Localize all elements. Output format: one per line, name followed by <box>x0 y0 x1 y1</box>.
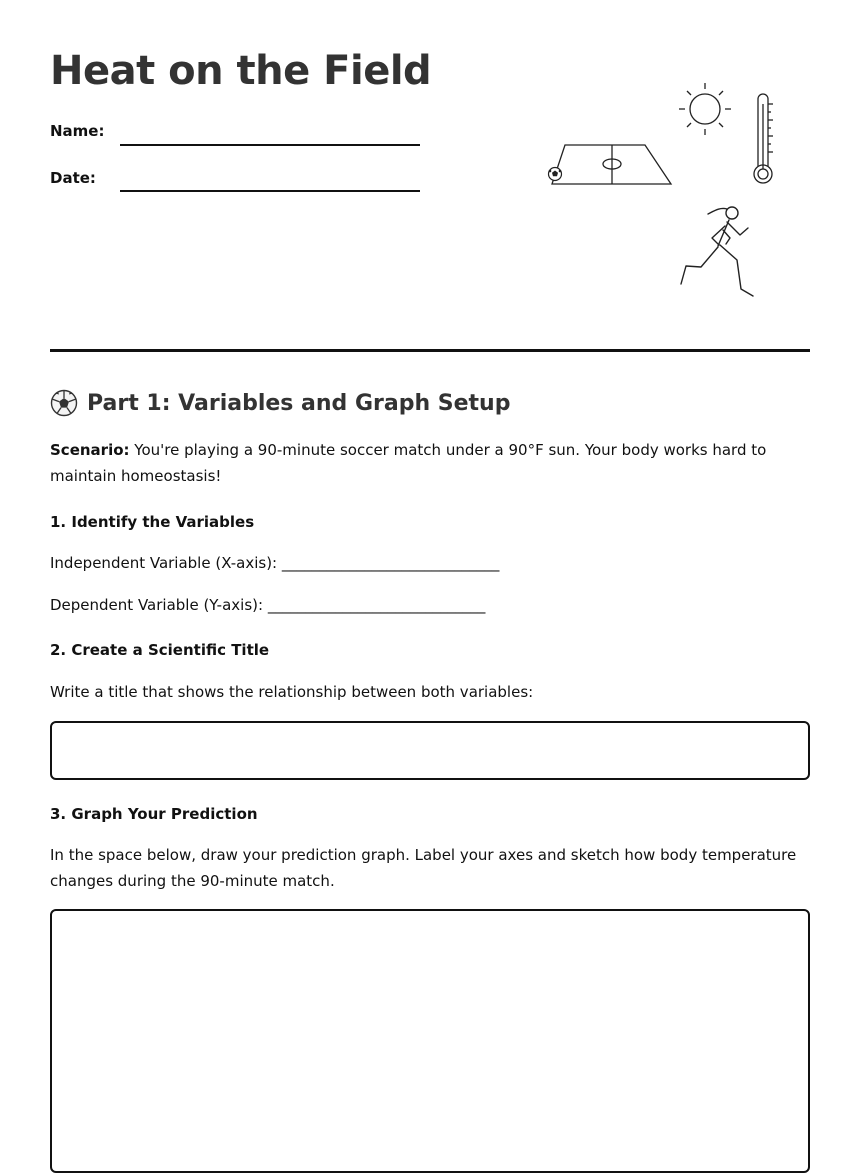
date-field[interactable] <box>120 190 420 192</box>
thermometer-icon <box>754 94 773 183</box>
soccer-field-icon <box>552 145 671 184</box>
question-3-prompt: In the space below, draw your prediction graph. Label your axes and sketch how body temperature changes during the 90-minute match. <box>50 846 797 890</box>
name-label: Name: <box>50 122 105 140</box>
dependent-variable-line[interactable]: Dependent Variable (Y-axis): _____________________________ <box>50 596 486 614</box>
soccer-ball-icon <box>50 389 78 417</box>
name-field[interactable] <box>120 144 420 146</box>
runner-icon <box>681 207 753 296</box>
scenario-paragraph <box>50 437 810 489</box>
question-2-prompt: Write a title that shows the relationship between both variables: <box>50 683 534 701</box>
question-3-heading: 3. Graph Your Prediction <box>50 805 258 823</box>
independent-variable-line[interactable]: Independent Variable (X-axis): _____________________________ <box>50 554 500 572</box>
date-label: Date: <box>50 169 96 187</box>
section-divider <box>50 349 810 352</box>
question-2-heading: 2. Create a Scientific Title <box>50 641 270 659</box>
section-heading-text: Part 1: Variables and Graph Setup <box>87 390 511 416</box>
soccer-ball-icon <box>549 168 562 181</box>
scenario-label: Scenario: <box>50 441 130 459</box>
page-title: Heat on the Field <box>50 48 432 94</box>
question-1-heading: 1. Identify the Variables <box>50 513 255 531</box>
title-answer-box[interactable] <box>50 721 810 780</box>
sun-icon <box>679 83 731 135</box>
section-heading <box>50 389 510 417</box>
graph-drawing-box[interactable] <box>50 909 810 1173</box>
scenario-text: You're playing a 90-minute soccer match under a 90°F sun. Your body works hard to maintain homeostasis! <box>50 441 767 485</box>
header-illustration <box>540 70 790 310</box>
